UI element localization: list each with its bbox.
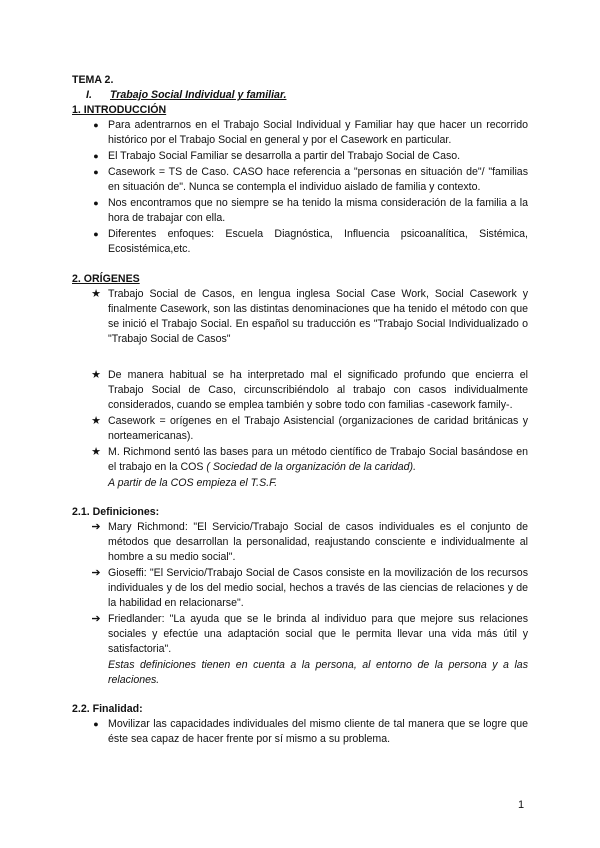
origenes-note: A partir de la COS empieza el T.S.F. bbox=[108, 477, 278, 489]
origenes-heading: 2. ORÍGENES bbox=[72, 273, 140, 285]
list-item-italic: ( Sociedad de la organización de la caridad). bbox=[206, 461, 417, 473]
list-item bbox=[72, 414, 528, 444]
finalidad-list bbox=[72, 717, 528, 747]
list-item bbox=[72, 118, 528, 148]
origenes-list-b bbox=[72, 368, 528, 475]
list-item-text: Nos encontramos que no siempre se ha tenido la misma consideración de la familia a la hora de trabajar con ella. bbox=[108, 197, 528, 224]
section-i-number: I. bbox=[86, 89, 92, 101]
definiciones-list bbox=[72, 520, 528, 657]
list-item bbox=[72, 149, 528, 164]
definiciones-heading: 2.1. Definiciones: bbox=[72, 506, 160, 518]
list-item bbox=[72, 287, 528, 347]
section-i-heading bbox=[86, 88, 528, 103]
bullet-star-icon: ★ bbox=[91, 415, 101, 427]
list-item bbox=[72, 227, 528, 257]
definiciones-note: Estas definiciones tienen en cuenta a la persona, al entorno de la persona y a las relaciones. bbox=[108, 659, 528, 686]
bullet-dot-icon: ● bbox=[93, 120, 99, 130]
list-item-text: Friedlander: "La ayuda que se le brinda al individuo para que mejore sus relaciones sociales y efectúe una adaptación social que le permita llevar una vida más útil y satisfactoria". bbox=[108, 613, 528, 655]
list-item-text: Para adentrarnos en el Trabajo Social Individual y Familiar hay que hacer un recorrido histórico por el Trabajo Social en general y por el Casework en particular. bbox=[108, 119, 528, 146]
list-item-text: Diferentes enfoques: Escuela Diagnóstica, Influencia psicoanalítica, Sistémica, Ecosistémica,etc. bbox=[108, 228, 528, 255]
page-number: 1 bbox=[518, 799, 525, 811]
list-item-text: Gioseffi: "El Servicio/Trabajo Social de Casos consiste en la movilización de los recursos individuales y de los del medio social, hechos a través de las ciencias de relaciones y de la habilidad en relacionarse". bbox=[108, 567, 528, 609]
intro-heading: 1. INTRODUCCIÓN bbox=[72, 104, 167, 116]
bullet-arrow-icon: ➔ bbox=[91, 521, 101, 533]
bullet-star-icon: ★ bbox=[91, 288, 101, 300]
list-item-text: M. Richmond sentó las bases para un método científico de Trabajo Social basándose en el trabajo en la COS bbox=[108, 446, 528, 473]
list-item-text: El Trabajo Social Familiar se desarrolla a partir del Trabajo Social de Caso. bbox=[108, 150, 461, 162]
bullet-dot-icon: ● bbox=[93, 198, 99, 208]
list-item bbox=[72, 165, 528, 195]
finalidad-heading: 2.2. Finalidad: bbox=[72, 703, 143, 715]
bullet-star-icon: ★ bbox=[91, 446, 101, 458]
bullet-dot-icon: ● bbox=[93, 151, 99, 161]
bullet-dot-icon: ● bbox=[93, 167, 99, 177]
list-item bbox=[72, 520, 528, 565]
list-item-text: Movilizar las capacidades individuales del mismo cliente de tal manera que se logre que éste sea capaz de hacer frente por sí mismo a su problema. bbox=[108, 718, 528, 745]
list-item bbox=[72, 717, 528, 747]
origenes-list-a bbox=[72, 287, 528, 347]
list-item-text: De manera habitual se ha interpretado mal el significado profundo que encierra el Trabajo Social de Caso, circunscribiéndolo al trabajo con casos individualmente considerados, cuando se emplea también y sobre todo con familias -casework family-. bbox=[108, 369, 528, 411]
bullet-arrow-icon: ➔ bbox=[91, 613, 101, 625]
list-item bbox=[72, 612, 528, 657]
list-item-text: Casework = TS de Caso. CASO hace referencia a "personas en situación de"/ "familias en situación de". Nunca se contempla el individuo aislado de familia y contexto. bbox=[108, 166, 528, 193]
list-item bbox=[72, 368, 528, 413]
section-i-title: Trabajo Social Individual y familiar. bbox=[110, 89, 287, 101]
bullet-dot-icon: ● bbox=[93, 229, 99, 239]
list-item-text: Mary Richmond: "El Servicio/Trabajo Social de casos individuales es el conjunto de métodos que desarrollan la personalidad, reajustando consciente e individualmente al hombre a su medio social". bbox=[108, 521, 528, 563]
bullet-dot-icon: ● bbox=[93, 719, 99, 729]
list-item-text: Trabajo Social de Casos, en lengua inglesa Social Case Work, Social Casework y finalmente Casework, son las distintas denominaciones que ha tenido el método con que se inició el Trabajo Social. En español su traducción es "Trabajo Social Individualizado o "Trabajo Social de Casos" bbox=[108, 288, 528, 345]
document-body bbox=[72, 73, 528, 748]
list-item bbox=[72, 445, 528, 475]
list-item bbox=[72, 196, 528, 226]
intro-list bbox=[72, 118, 528, 257]
bullet-star-icon: ★ bbox=[91, 369, 101, 381]
tema-title: TEMA 2. bbox=[72, 74, 114, 86]
bullet-arrow-icon: ➔ bbox=[91, 567, 101, 579]
list-item bbox=[72, 566, 528, 611]
list-item-text: Casework = orígenes en el Trabajo Asistencial (organizaciones de caridad británicas y norteamericanas). bbox=[108, 415, 528, 442]
